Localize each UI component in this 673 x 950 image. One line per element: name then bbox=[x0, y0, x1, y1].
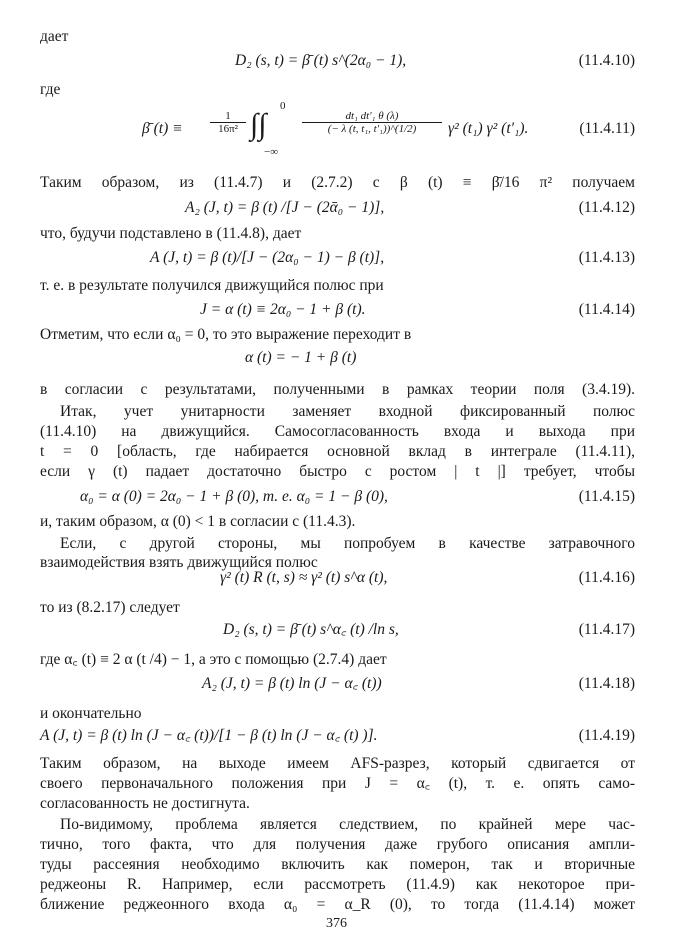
equation-formula: J = α (t) ≡ 2α₀ − 1 + β (t). bbox=[200, 301, 366, 318]
equation-formula: A₂ (J, t) = β (t) /[J − (2ᾱ₀ − 1)], bbox=[185, 199, 385, 216]
integral-upper-limit: 0 bbox=[280, 100, 286, 112]
equation-11-4-14 bbox=[40, 298, 635, 322]
integrand-fraction bbox=[302, 110, 442, 135]
equation-formula: A₂ (J, t) = β (t) ln (J − α꜀ (t)) bbox=[202, 675, 382, 692]
equation-formula: α (t) = − 1 + β (t) bbox=[245, 349, 357, 366]
text-line: что, будучи подставлено в (11.4.8), дает bbox=[40, 225, 302, 242]
equation-11-4-16 bbox=[40, 566, 635, 590]
text-line: Итак, учет унитарности заменяет входной фиксированный полюс bbox=[60, 403, 635, 420]
double-integral-sign: ∫∫ bbox=[250, 108, 267, 141]
text-line: т. е. в результате получился движущийся полюс при bbox=[40, 277, 384, 294]
text-line: По-видимому, проблема является следствием, по крайней мере час- bbox=[60, 816, 635, 833]
fraction-numerator: 1 bbox=[225, 110, 231, 122]
text-line: если γ (t) падает достаточно быстро с ростом | t |] требует, чтобы bbox=[40, 463, 635, 480]
coefficient-fraction bbox=[210, 110, 246, 135]
equation-11-4-18 bbox=[40, 672, 635, 696]
fraction-numerator: dt₁ dt′₁ θ (λ) bbox=[345, 110, 399, 122]
text-line: где α꜀ (t) ≡ 2 α (t /4) − 1, а это с помощью (2.7.4) дает bbox=[40, 651, 387, 668]
text-line: взаимодействия взять движущийся полюс bbox=[40, 554, 318, 571]
page-number: 376 bbox=[326, 916, 347, 931]
equation-formula: A (J, t) = β (t)/[J − (2α₀ − 1) − β (t)], bbox=[150, 249, 385, 266]
equation-number: (11.4.18) bbox=[578, 675, 635, 692]
equation-number: (11.4.12) bbox=[578, 199, 635, 216]
equation-number: (11.4.10) bbox=[578, 52, 635, 69]
equation-11-4-17 bbox=[40, 618, 635, 642]
fraction-denominator: 16π² bbox=[210, 122, 246, 135]
equation-11-4-15 bbox=[40, 485, 635, 509]
equation-11-4-10 bbox=[40, 49, 635, 73]
equation-number: (11.4.19) bbox=[578, 727, 635, 744]
equation-11-4-19 bbox=[40, 724, 635, 748]
text-line: согласованность не достигнута. bbox=[40, 795, 250, 812]
text-line: и, таким образом, α (0) < 1 в согласии с (11.4.3). bbox=[40, 513, 356, 530]
equation-11-4-12 bbox=[40, 196, 635, 220]
text-line: реджеоны R. Например, если рассмотреть (11.4.9) как некоторое при- bbox=[40, 876, 635, 893]
equation-lhs: β̄ (t) ≡ bbox=[142, 120, 183, 137]
equation-formula: A (J, t) = β (t) ln (J − α꜀ (t))/[1 − β (t) ln (J − α꜀ (t) )]. bbox=[40, 727, 378, 744]
equation-number: (11.4.16) bbox=[578, 569, 635, 586]
text-line: Таким образом, на выходе имеем AFS-разрез, который сдвигается от bbox=[40, 755, 635, 772]
equation-11-4-13 bbox=[40, 246, 635, 270]
text-line: t = 0 [область, где набирается основной вклад в интеграле (11.4.11), bbox=[40, 443, 635, 460]
equation-number: (11.4.15) bbox=[578, 488, 635, 505]
text-line: Отметим, что если α₀ = 0, то это выражение переходит в bbox=[40, 326, 412, 343]
text-line: Если, с другой стороны, мы попробуем в качестве затравочного bbox=[60, 535, 635, 552]
equation-number: (11.4.13) bbox=[578, 249, 635, 266]
equation-formula: D₂ (s, t) = β̄ (t) s^(2α₀ − 1), bbox=[235, 52, 407, 69]
text-line: в согласии с результатами, полученными в рамках теории поля (3.4.19). bbox=[40, 381, 635, 398]
equation-formula: γ² (t) R (t, s) ≈ γ² (t) s^α (t), bbox=[220, 569, 388, 586]
equation-unnumbered bbox=[40, 346, 635, 370]
text-line: Таким образом, из (11.4.7) и (2.7.2) с β (t) ≡ β̄/16 π² получаем bbox=[40, 174, 635, 191]
equation-number: (11.4.14) bbox=[578, 301, 635, 318]
text-line: ближение реджеонного входа α₀ = α_R (0), то тогда (11.4.14) может bbox=[40, 896, 635, 913]
integral-lower-limit: −∞ bbox=[264, 146, 279, 158]
fraction-denominator: (− λ (t, t₁, t′₁))^(1/2) bbox=[302, 122, 442, 135]
text-line: туды рассеяния необходимо включить как померон, так и вторичные bbox=[40, 856, 635, 873]
text-line: тично, того факта, что для получения даже грубого описания ампли- bbox=[40, 836, 635, 853]
text-line: (11.4.10) на движущийся. Самосогласованность входа и выхода при bbox=[40, 423, 635, 440]
text-line: дает bbox=[40, 28, 69, 45]
equation-number: (11.4.11) bbox=[579, 120, 635, 137]
equation-rhs: γ² (t₁) γ² (t′₁). bbox=[448, 120, 529, 137]
text-line: то из (8.2.17) следует bbox=[40, 599, 180, 616]
text-line: своего первоначального положения при J = α꜀ (t), т. е. опять само- bbox=[40, 775, 635, 792]
text-line: и окончательно bbox=[40, 705, 142, 722]
equation-formula: α₀ = α (0) = 2α₀ − 1 + β (0), т. е. α₀ = 1 − β (0), bbox=[80, 488, 388, 505]
equation-number: (11.4.17) bbox=[578, 621, 635, 638]
text-line: где bbox=[40, 81, 61, 98]
equation-11-4-11 bbox=[40, 100, 635, 164]
equation-formula: D₂ (s, t) = β̄ (t) s^α꜀ (t) /ln s, bbox=[223, 621, 399, 638]
